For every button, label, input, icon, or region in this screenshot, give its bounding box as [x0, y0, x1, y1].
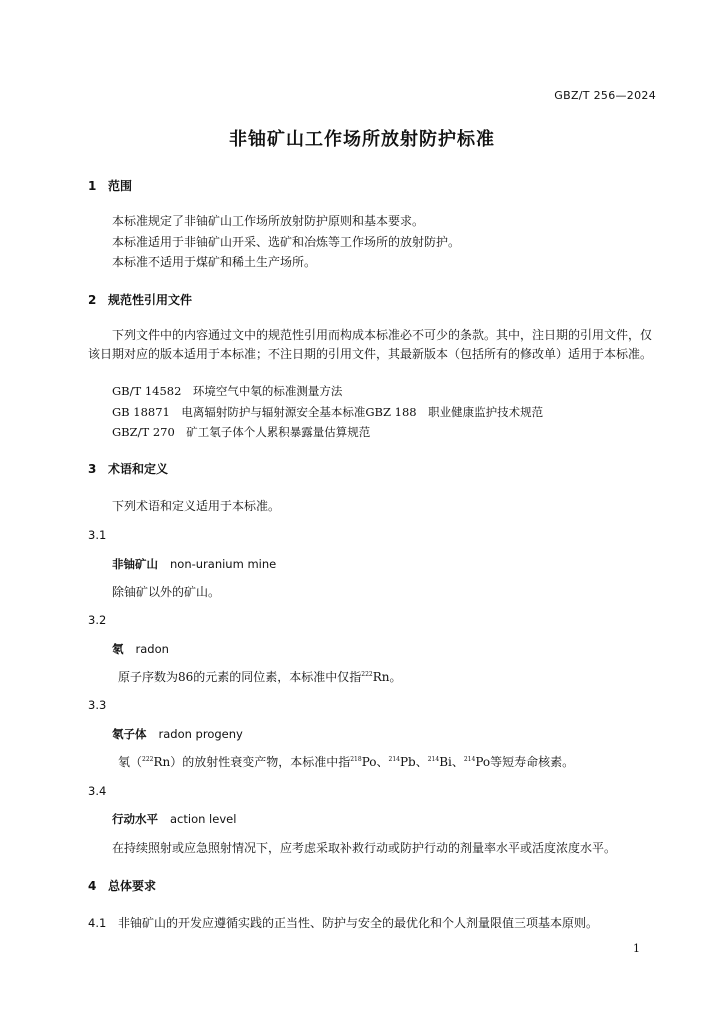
section-title: 规范性引用文件 — [108, 293, 193, 307]
term-definition: 除铀矿以外的矿山。 — [112, 585, 221, 599]
section-1-heading — [88, 177, 132, 194]
term-en: radon progeny — [158, 727, 243, 741]
term-cn: 行动水平 — [112, 812, 158, 826]
term-entry — [112, 726, 243, 742]
scope-line-3: 本标准不适用于煤矿和稀土生产场所。 — [112, 255, 317, 269]
term-definition — [118, 753, 574, 770]
section-2-heading — [88, 291, 192, 308]
section-number: 1 — [88, 179, 97, 193]
term-definition: 在持续照射或应急照射情况下，应考虑采取补救行动或防护行动的剂量率水平或活度浓度水平。 — [112, 841, 617, 855]
mass-number: 214 — [427, 756, 440, 763]
definition-text: Po、 — [361, 755, 389, 769]
mass-number: 214 — [463, 756, 476, 763]
section-4-heading — [88, 877, 156, 894]
section-3-heading — [88, 460, 168, 477]
scope-line-2: 本标准适用于非铀矿山开采、选矿和冶炼等工作场所的放射防护。 — [112, 235, 461, 249]
standard-code: GBZ/T 256—2024 — [554, 89, 656, 102]
mass-number: 214 — [388, 756, 400, 763]
page-title: 非铀矿山工作场所放射防护标准 — [229, 129, 495, 150]
section-number: 2 — [88, 293, 97, 307]
term-definition — [118, 668, 402, 685]
reference-item: GB/T 14582 环境空气中氡的标准测量方法 — [112, 384, 343, 398]
normative-intro-paragraph: 下列文件中的内容通过文中的规范性引用而构成本标准必不可少的条款。其中，注日期的引用文件，仅该日期对应的版本适用于本标准；不注日期的引用文件，其最新版本（包括所有的修改单）适用于本标准。 — [88, 328, 653, 361]
definition-text: Pb、 — [399, 755, 428, 769]
term-entry — [112, 811, 236, 827]
term-cn: 氡子体 — [112, 727, 147, 741]
term-en: action level — [170, 812, 237, 826]
scope-line-1: 本标准规定了非铀矿山工作场所放射防护原则和基本要求。 — [112, 214, 425, 228]
term-cn: 非铀矿山 — [112, 557, 158, 571]
section-number: 4 — [88, 879, 97, 893]
definition-text: Bi、 — [439, 755, 464, 769]
section-number: 3 — [88, 462, 97, 476]
section-title: 术语和定义 — [108, 462, 169, 476]
reference-item: GB 18871 电离辐射防护与辐射源安全基本标准GBZ 188 职业健康监护技术规范 — [112, 405, 544, 419]
clause-number: 4.1 — [88, 916, 107, 930]
clause-text: 非铀矿山的开发应遵循实践的正当性、防护与安全的最优化和个人剂量限值三项基本原则。 — [118, 916, 599, 930]
definition-text: 氡（ — [118, 755, 143, 769]
definition-text: Rn。 — [372, 670, 402, 684]
page-number: 1 — [633, 942, 640, 955]
term-en: non-uranium mine — [170, 557, 277, 571]
definition-text: 原子序数为86的元素的同位素，本标准中仅指 — [118, 670, 362, 684]
definition-text: Po等短寿命核素。 — [475, 755, 575, 769]
clause-number: 3.2 — [88, 613, 107, 627]
mass-number: 222 — [142, 756, 154, 763]
mass-number: 218 — [350, 756, 362, 763]
definition-text: Rn）的放射性衰变产物，本标准中指 — [153, 755, 351, 769]
section-title: 总体要求 — [108, 879, 157, 893]
term-cn: 氡 — [112, 642, 124, 656]
section-title: 范围 — [108, 179, 133, 193]
reference-item: GBZ/T 270 矿工氡子体个人累积暴露量估算规范 — [112, 425, 371, 439]
term-en: radon — [135, 642, 169, 656]
mass-number: 222 — [361, 671, 373, 678]
clause-number: 3.3 — [88, 698, 107, 712]
term-entry — [112, 641, 169, 657]
clause-number: 3.4 — [88, 784, 107, 798]
term-entry — [112, 556, 276, 572]
clause-number: 3.1 — [88, 528, 107, 542]
clause-4-1 — [88, 914, 598, 931]
terms-intro: 下列术语和定义适用于本标准。 — [112, 499, 281, 513]
